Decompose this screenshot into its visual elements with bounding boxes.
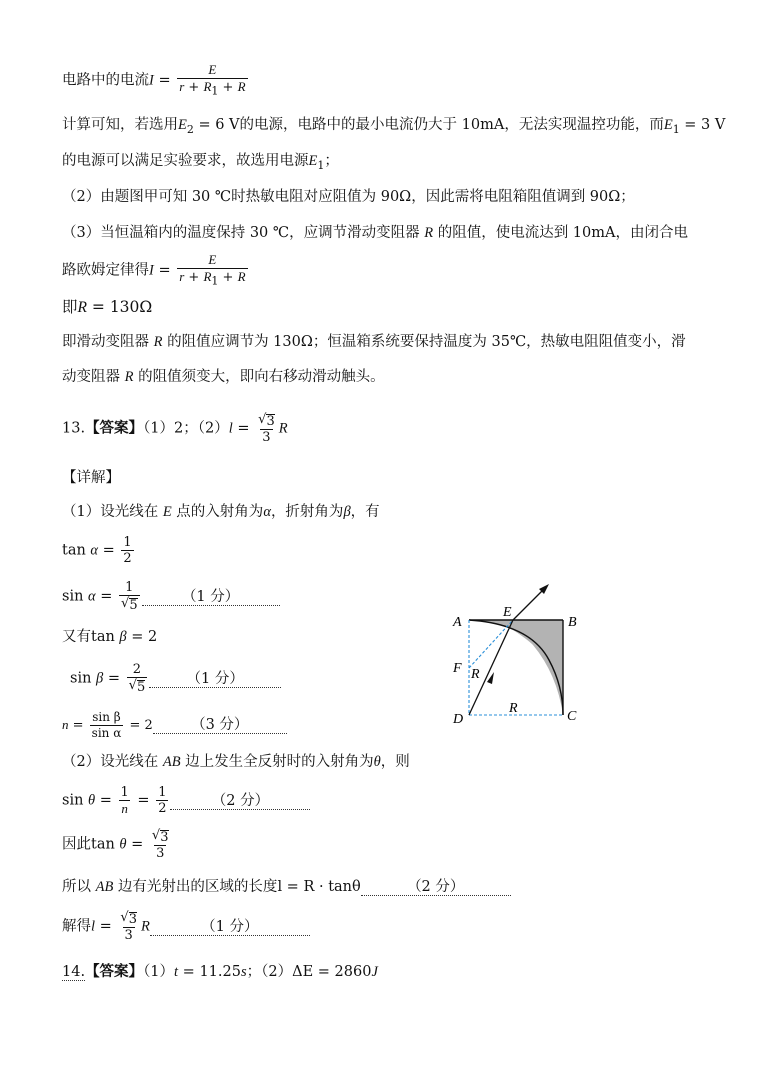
var-R: R: [124, 369, 134, 385]
value: = 6 V: [193, 117, 240, 133]
sqrt-sign: √: [151, 828, 161, 843]
var-l: l: [228, 420, 233, 437]
sqrt-sign: √: [120, 910, 129, 925]
radicand: 3: [266, 414, 275, 429]
eq: =: [98, 542, 120, 559]
plus: +: [184, 80, 204, 95]
label-R-base: R: [509, 701, 518, 716]
radicand: 5: [136, 680, 146, 695]
score: （1 分）: [150, 919, 310, 936]
label-C: C: [567, 709, 577, 724]
label-A: A: [453, 615, 462, 630]
label-D: D: [453, 712, 464, 726]
tan-beta-line: [62, 627, 157, 647]
den: n: [121, 801, 128, 816]
den: sin α: [91, 726, 122, 740]
text: ，有: [350, 504, 380, 520]
num-E: E: [208, 252, 217, 267]
sub: 1: [211, 274, 219, 288]
text: （2）设光线在: [62, 754, 163, 770]
den: 3: [156, 846, 165, 861]
eq: =: [95, 918, 117, 935]
question-number: 13.: [62, 420, 86, 437]
var-R: R: [153, 334, 163, 350]
var-l: l: [91, 918, 96, 935]
label-E: E: [503, 605, 512, 620]
optics-figure: [445, 578, 585, 726]
sin-theta-eq: [62, 785, 310, 816]
shaded-region-fill: [511, 620, 563, 715]
sub: 2: [186, 122, 194, 136]
text: 的阻值须变大，即向右移动滑动触头。: [133, 369, 385, 385]
fn: sin: [62, 792, 89, 809]
sub: 1: [317, 158, 325, 172]
text: 的阻值，使电流达到 10mA，由闭合电: [433, 225, 688, 241]
num: 2: [132, 662, 142, 677]
score: （3 分）: [153, 717, 287, 734]
value: = 11.25: [178, 964, 241, 980]
text: （3）当恒温箱内的温度保持 30 ℃，应调节滑动变阻器: [62, 225, 425, 241]
part-3-line: [62, 223, 688, 243]
text: 计算可知，若选用: [62, 117, 178, 133]
fraction: [150, 828, 171, 861]
var-E1: E: [308, 153, 318, 169]
fraction: [256, 412, 277, 445]
var-alpha: α: [263, 504, 271, 520]
score: （1 分）: [142, 589, 280, 606]
var-AB: AB: [95, 879, 114, 895]
num: 1: [125, 580, 134, 595]
value: = 2: [125, 718, 153, 733]
den: 2: [158, 801, 167, 816]
text: ，则: [380, 754, 410, 770]
label-R-diag: R: [471, 667, 480, 682]
den: 2: [123, 551, 132, 566]
fn: tan: [91, 629, 120, 645]
fraction: [90, 710, 124, 741]
value: = 3 V: [679, 117, 726, 133]
score: （1 分）: [149, 671, 281, 688]
text: （1）2；（2）: [143, 420, 229, 437]
sin-beta-eq: [70, 662, 281, 695]
text: 又有: [62, 629, 91, 645]
eq: =: [153, 262, 176, 279]
var-AB: AB: [162, 754, 181, 770]
var-t: t: [174, 964, 179, 980]
calc-line: [62, 115, 725, 140]
var-n: n: [62, 717, 69, 732]
part-2-line: （2）由题图甲可知 30 ℃时热敏电阻对应阻值为 90Ω，因此需将电阻箱阻值调到 90Ω；: [62, 189, 635, 205]
var-E2: E: [178, 117, 187, 133]
var-E: E: [162, 504, 172, 520]
tan-theta-eq: [62, 828, 173, 861]
sqrt-sign: √: [258, 412, 267, 427]
length-line: [62, 877, 511, 897]
eq: =: [95, 588, 118, 605]
text: 电路中的电流: [62, 72, 149, 89]
den-r: r: [179, 79, 185, 94]
radicand: 5: [129, 598, 138, 613]
fn: sin: [70, 670, 97, 687]
fraction: [127, 662, 148, 695]
eq: =: [95, 792, 117, 809]
num: 1: [123, 535, 132, 550]
unit-J: J: [371, 964, 378, 980]
value: = 2: [126, 629, 158, 645]
var-I: I: [149, 262, 154, 279]
eq: =: [68, 718, 88, 733]
text: 点的入射角为: [171, 504, 264, 520]
text: ；: [324, 153, 339, 169]
solution-line: [62, 910, 310, 943]
text: 即: [62, 298, 78, 316]
var-R: R: [140, 918, 150, 935]
slider-line-1: [62, 332, 686, 352]
text: 边有光射出的区域的长度: [113, 879, 278, 895]
var: β: [96, 670, 104, 687]
den: 3: [262, 430, 271, 445]
eq: =: [103, 670, 125, 687]
var-theta: θ: [373, 754, 381, 770]
text: 边上发生全反射时的入射角为: [180, 754, 374, 770]
question-number: 14.: [62, 964, 86, 980]
current-formula-line-1: [62, 62, 250, 99]
part-2-intro: [62, 752, 410, 772]
dashed-FE: [469, 620, 513, 668]
text: 因此: [62, 836, 91, 853]
den-R: R: [237, 79, 246, 94]
plus: +: [218, 270, 238, 285]
text: 动变阻器: [62, 369, 125, 385]
plus: +: [218, 80, 238, 95]
fraction: [121, 535, 133, 566]
fraction: [119, 580, 140, 613]
label-F: F: [453, 661, 462, 676]
var: θ: [88, 792, 96, 809]
den: 3: [124, 928, 133, 943]
var-deltaE: ΔE: [292, 964, 314, 980]
eq: =: [232, 420, 255, 437]
text: 解得: [62, 918, 91, 935]
num: 1: [120, 785, 129, 800]
q13-answer: [62, 412, 288, 445]
eq: =: [126, 836, 148, 853]
fn: tan: [91, 836, 120, 853]
num: sin β: [92, 710, 121, 724]
slider-line-2: [62, 367, 385, 387]
answer-tag: 【答案】: [85, 963, 144, 980]
text: ，折射角为: [270, 504, 344, 520]
r-value-line: [62, 297, 152, 318]
fn: sin: [62, 588, 89, 605]
label-B: B: [568, 615, 577, 630]
var-E1: E: [663, 117, 673, 133]
plus: +: [184, 270, 204, 285]
radicand: 3: [128, 912, 137, 927]
eq: =: [153, 72, 176, 89]
tan-alpha-eq: [62, 535, 136, 566]
value: = 130Ω: [86, 298, 153, 316]
den-R1: R: [203, 79, 212, 94]
var-I: I: [149, 72, 154, 89]
var: α: [90, 542, 99, 559]
refractive-index-eq: [62, 710, 287, 741]
sub: 1: [672, 122, 680, 136]
sqrt-sign: √: [128, 678, 137, 693]
value: = 2860: [313, 964, 372, 980]
var-R: R: [278, 420, 288, 437]
fn: tan: [62, 542, 91, 559]
score: （2 分）: [170, 793, 310, 810]
expression: l = R · tanθ: [277, 879, 361, 895]
fraction: [119, 785, 131, 816]
num-E: E: [208, 62, 217, 77]
var-beta: β: [343, 504, 351, 520]
radicand: 3: [160, 830, 169, 845]
var: α: [88, 588, 96, 605]
fraction: [156, 785, 168, 816]
var-R: R: [77, 299, 87, 316]
current-formula-line-2: [62, 252, 250, 289]
den-R1: R: [203, 269, 212, 284]
unit-s: s: [240, 964, 247, 980]
var: θ: [119, 836, 127, 853]
conclusion-line: [62, 151, 339, 176]
text: （1）设光线在: [62, 504, 163, 520]
detail-heading: 【详解】: [62, 470, 120, 486]
text: 的阻值应调节为 130Ω；恒温箱系统要保持温度为 35℃，热敏电阻阻值变小，滑: [162, 334, 686, 350]
fraction: [177, 62, 247, 99]
eq: =: [132, 792, 155, 809]
num: 1: [158, 785, 167, 800]
text: 所以: [62, 879, 96, 895]
fraction: [118, 910, 139, 943]
text: 的电源，电路中的最小电流仍大于 10mA，无法实现温控功能，而: [239, 117, 664, 133]
text: （1）: [143, 964, 175, 980]
text: 路欧姆定律得: [62, 262, 149, 279]
text: 即滑动变阻器: [62, 334, 154, 350]
den-r: r: [179, 269, 185, 284]
q14-answer: [62, 962, 378, 982]
sub: 1: [211, 84, 219, 98]
text: 的电源可以满足实验要求，故选用电源: [62, 153, 309, 169]
part-1-intro: [62, 502, 380, 522]
score: （2 分）: [361, 879, 511, 896]
sqrt-sign: √: [121, 596, 130, 611]
var-R: R: [424, 225, 434, 241]
fraction: [177, 252, 247, 289]
sin-alpha-eq: [62, 580, 280, 613]
den-R: R: [237, 269, 246, 284]
text: ；（2）: [246, 964, 293, 980]
var: β: [119, 629, 127, 645]
answer-tag: 【答案】: [85, 419, 144, 437]
